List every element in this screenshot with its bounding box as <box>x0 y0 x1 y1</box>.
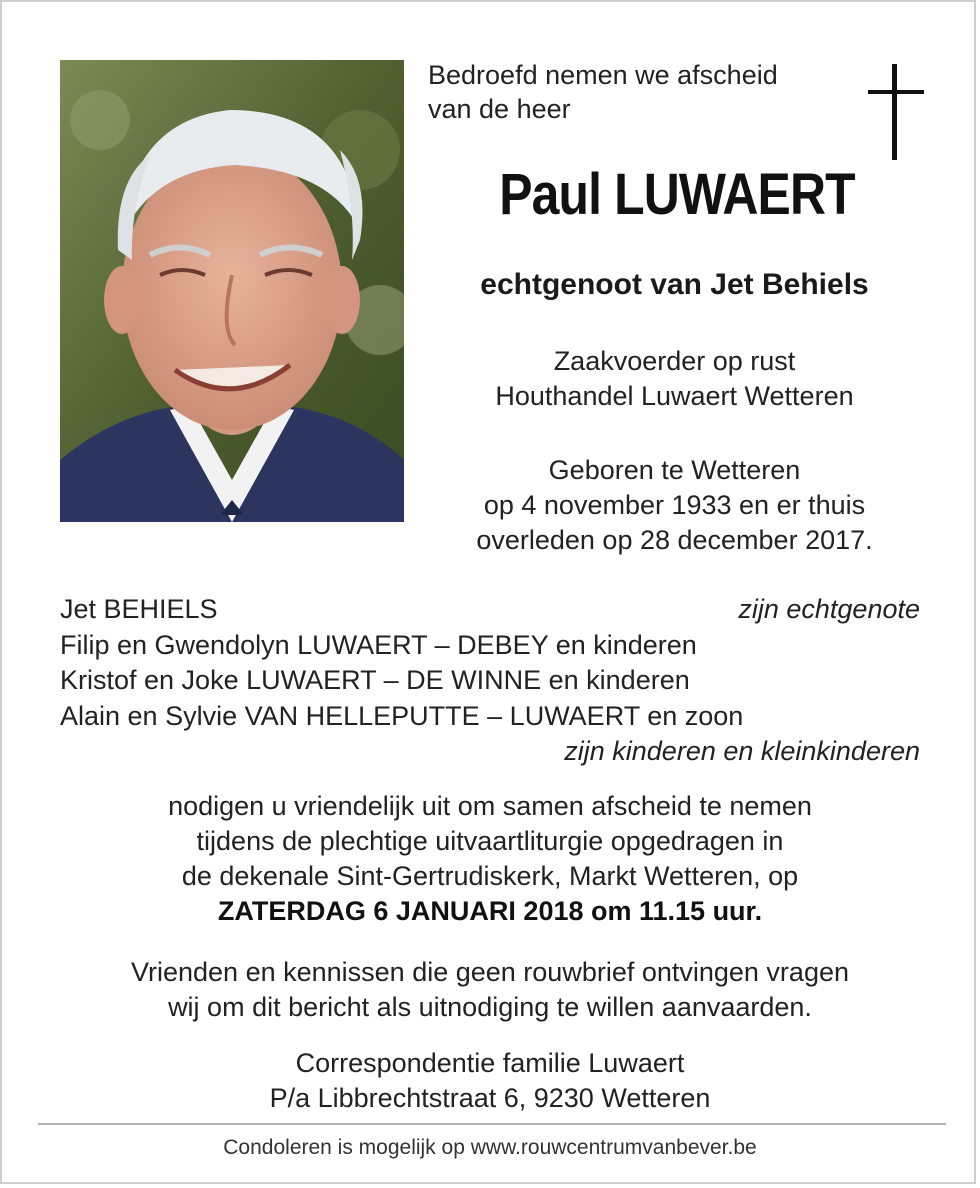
invitation-line-3: de dekenale Sint-Gertrudiskerk, Markt Wetteren, op <box>181 861 799 891</box>
invitation-line-1: nodigen u vriendelijk uit om samen afscheid te nemen <box>168 791 812 821</box>
invitation-line-2: tijdens de plechtige uitvaartliturgie opgedragen in <box>196 826 784 856</box>
intro-line-2: van de heer <box>428 94 571 124</box>
notice-block <box>2 955 978 1025</box>
cross-icon <box>866 64 926 160</box>
ceremony-date: ZATERDAG 6 JANUARI 2018 om 11.15 uur. <box>217 896 763 926</box>
occupation-line-2: Houthandel Luwaert Wetteren <box>495 381 854 411</box>
correspondence-address: P/a Libbrechtstraat 6, 9230 Wetteren <box>269 1083 711 1113</box>
life-line-3: overleden op 28 december 2017. <box>476 525 873 555</box>
child-line: Filip en Gwendolyn LUWAERT – DEBEY en kinderen <box>60 629 697 660</box>
notice-line-2: wij om dit bericht als uitnodiging te willen aanvaarden. <box>168 992 812 1022</box>
intro-line-1: Bedroefd nemen we afscheid <box>428 60 778 90</box>
invitation-block <box>2 789 978 929</box>
family-child-row <box>60 699 920 735</box>
life-block <box>422 453 927 558</box>
footer-divider <box>38 1123 946 1125</box>
family-list <box>60 592 920 770</box>
condolence-footer: Condoleren is mogelijk op www.rouwcentrumvanbever.be <box>223 1136 757 1159</box>
spouse-name: Jet BEHIELS <box>60 594 218 624</box>
portrait-photo <box>60 60 404 522</box>
deceased-name: Paul LUWAERT <box>499 162 855 227</box>
occupation-line-1: Zaakvoerder op rust <box>553 346 796 376</box>
spouse-role: zijn echtgenote <box>738 594 920 624</box>
occupation-block <box>422 344 927 414</box>
life-line-2: op 4 november 1933 en er thuis <box>483 490 866 520</box>
correspondence-line-1: Correspondentie familie Luwaert <box>295 1048 685 1078</box>
family-spouse-row <box>60 592 920 628</box>
life-line-1: Geboren te Wetteren <box>548 455 801 485</box>
portrait-image <box>60 60 404 522</box>
correspondence-block <box>2 1046 978 1116</box>
family-child-row <box>60 663 920 699</box>
intro-text <box>428 58 778 126</box>
children-role: zijn kinderen en kleinkinderen <box>564 736 920 766</box>
notice-line-1: Vrienden en kennissen die geen rouwbrief ontvingen vragen <box>131 957 849 987</box>
child-line: Alain en Sylvie VAN HELLEPUTTE – LUWAERT en zoon <box>60 700 744 731</box>
child-line: Kristof en Joke LUWAERT – DE WINNE en kinderen <box>60 665 690 695</box>
family-child-row <box>60 628 920 664</box>
spouse-line: echtgenoot van Jet Behiels <box>480 268 869 301</box>
